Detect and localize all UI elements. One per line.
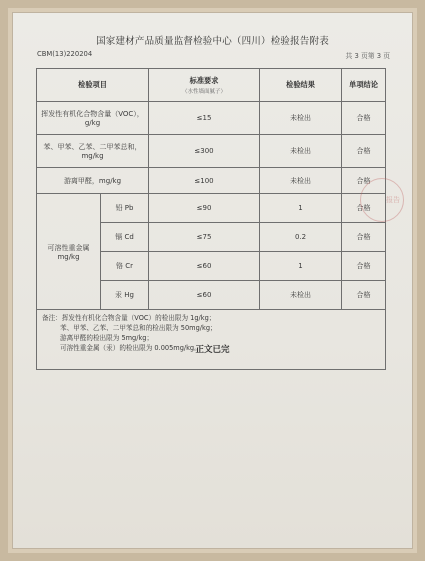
notes-text-1: 挥发性有机化合物含量（VOC）的检出限为 1g/kg； xyxy=(61,314,216,322)
row-voc-item: 挥发性有机化合物含量（VOC），g/kg xyxy=(37,102,149,135)
col-header-result: 检验结果 xyxy=(260,69,342,102)
row-pb-verdict: 合格 xyxy=(342,194,386,223)
row-hg-verdict: 合格 xyxy=(342,281,386,310)
report-page xyxy=(12,12,413,549)
results-table xyxy=(36,68,386,370)
col-header-verdict: 单项结论 xyxy=(342,69,386,102)
report-title: 国家建材产品质量监督检验中心（四川）检验报告附表 xyxy=(96,36,329,47)
notes-line-4: 可溶性重金属（汞）的检出限为 0.005mg/kg。 xyxy=(60,344,201,352)
table-header-row xyxy=(37,69,386,102)
row-cr-item: 铬 Cr xyxy=(101,252,149,281)
row-pb-result: 1 xyxy=(260,194,342,223)
table-row xyxy=(37,135,386,168)
col-header-item: 检验项目 xyxy=(37,69,149,102)
red-seal-stamp xyxy=(360,178,404,222)
row-benzene-verdict: 合格 xyxy=(342,135,386,168)
notes-line-3: 游离甲醛的检出限为 5mg/kg； xyxy=(60,334,154,342)
row-cd-verdict: 合格 xyxy=(342,223,386,252)
row-cr-result: 1 xyxy=(260,252,342,281)
row-hg-requirement: ≤60 xyxy=(149,281,260,310)
table-row xyxy=(37,168,386,194)
notes-label: 备注： xyxy=(42,314,62,322)
notes-line-1 xyxy=(42,313,380,323)
row-pb-item: 铅 Pb xyxy=(101,194,149,223)
end-of-report-text: 正文已完 xyxy=(195,345,230,355)
row-pb-requirement: ≤90 xyxy=(149,194,260,223)
col-header-requirement xyxy=(149,69,260,102)
row-cd-requirement: ≤75 xyxy=(149,223,260,252)
row-formaldehyde-result: 未检出 xyxy=(260,168,342,194)
row-hg-result: 未检出 xyxy=(260,281,342,310)
row-voc-verdict: 合格 xyxy=(342,102,386,135)
row-benzene-requirement: ≤300 xyxy=(149,135,260,168)
row-voc-requirement: ≤15 xyxy=(149,102,260,135)
notes-line-2: 苯、甲苯、乙苯、二甲苯总和的检出限为 50mg/kg； xyxy=(60,324,217,332)
table-row xyxy=(37,102,386,135)
row-formaldehyde-requirement: ≤100 xyxy=(149,168,260,194)
row-cd-result: 0.2 xyxy=(260,223,342,252)
row-voc-result: 未检出 xyxy=(260,102,342,135)
heavy-metal-group-label: 可溶性重金属 mg/kg xyxy=(37,194,101,310)
page-info: 共 3 页第 3 页 xyxy=(345,52,390,60)
row-formaldehyde-item: 游离甲醛，mg/kg xyxy=(37,168,149,194)
row-hg-item: 汞 Hg xyxy=(101,281,149,310)
table-row xyxy=(37,194,386,223)
notes-row xyxy=(37,310,386,370)
row-cr-verdict: 合格 xyxy=(342,252,386,281)
notes-cell xyxy=(37,310,386,370)
stamp-text: 报告 xyxy=(386,196,400,204)
row-cd-item: 镉 Cd xyxy=(101,223,149,252)
report-code: CBM(13)220204 xyxy=(37,50,93,58)
row-benzene-result: 未检出 xyxy=(260,135,342,168)
row-cr-requirement: ≤60 xyxy=(149,252,260,281)
col-header-requirement-label: 标准要求 xyxy=(189,75,219,85)
row-benzene-item: 苯、甲苯、乙苯、二甲苯总和，mg/kg xyxy=(37,135,149,168)
row-formaldehyde-verdict: 合格 xyxy=(342,168,386,194)
col-header-requirement-sub: （水性墙面腻子） xyxy=(182,88,227,95)
